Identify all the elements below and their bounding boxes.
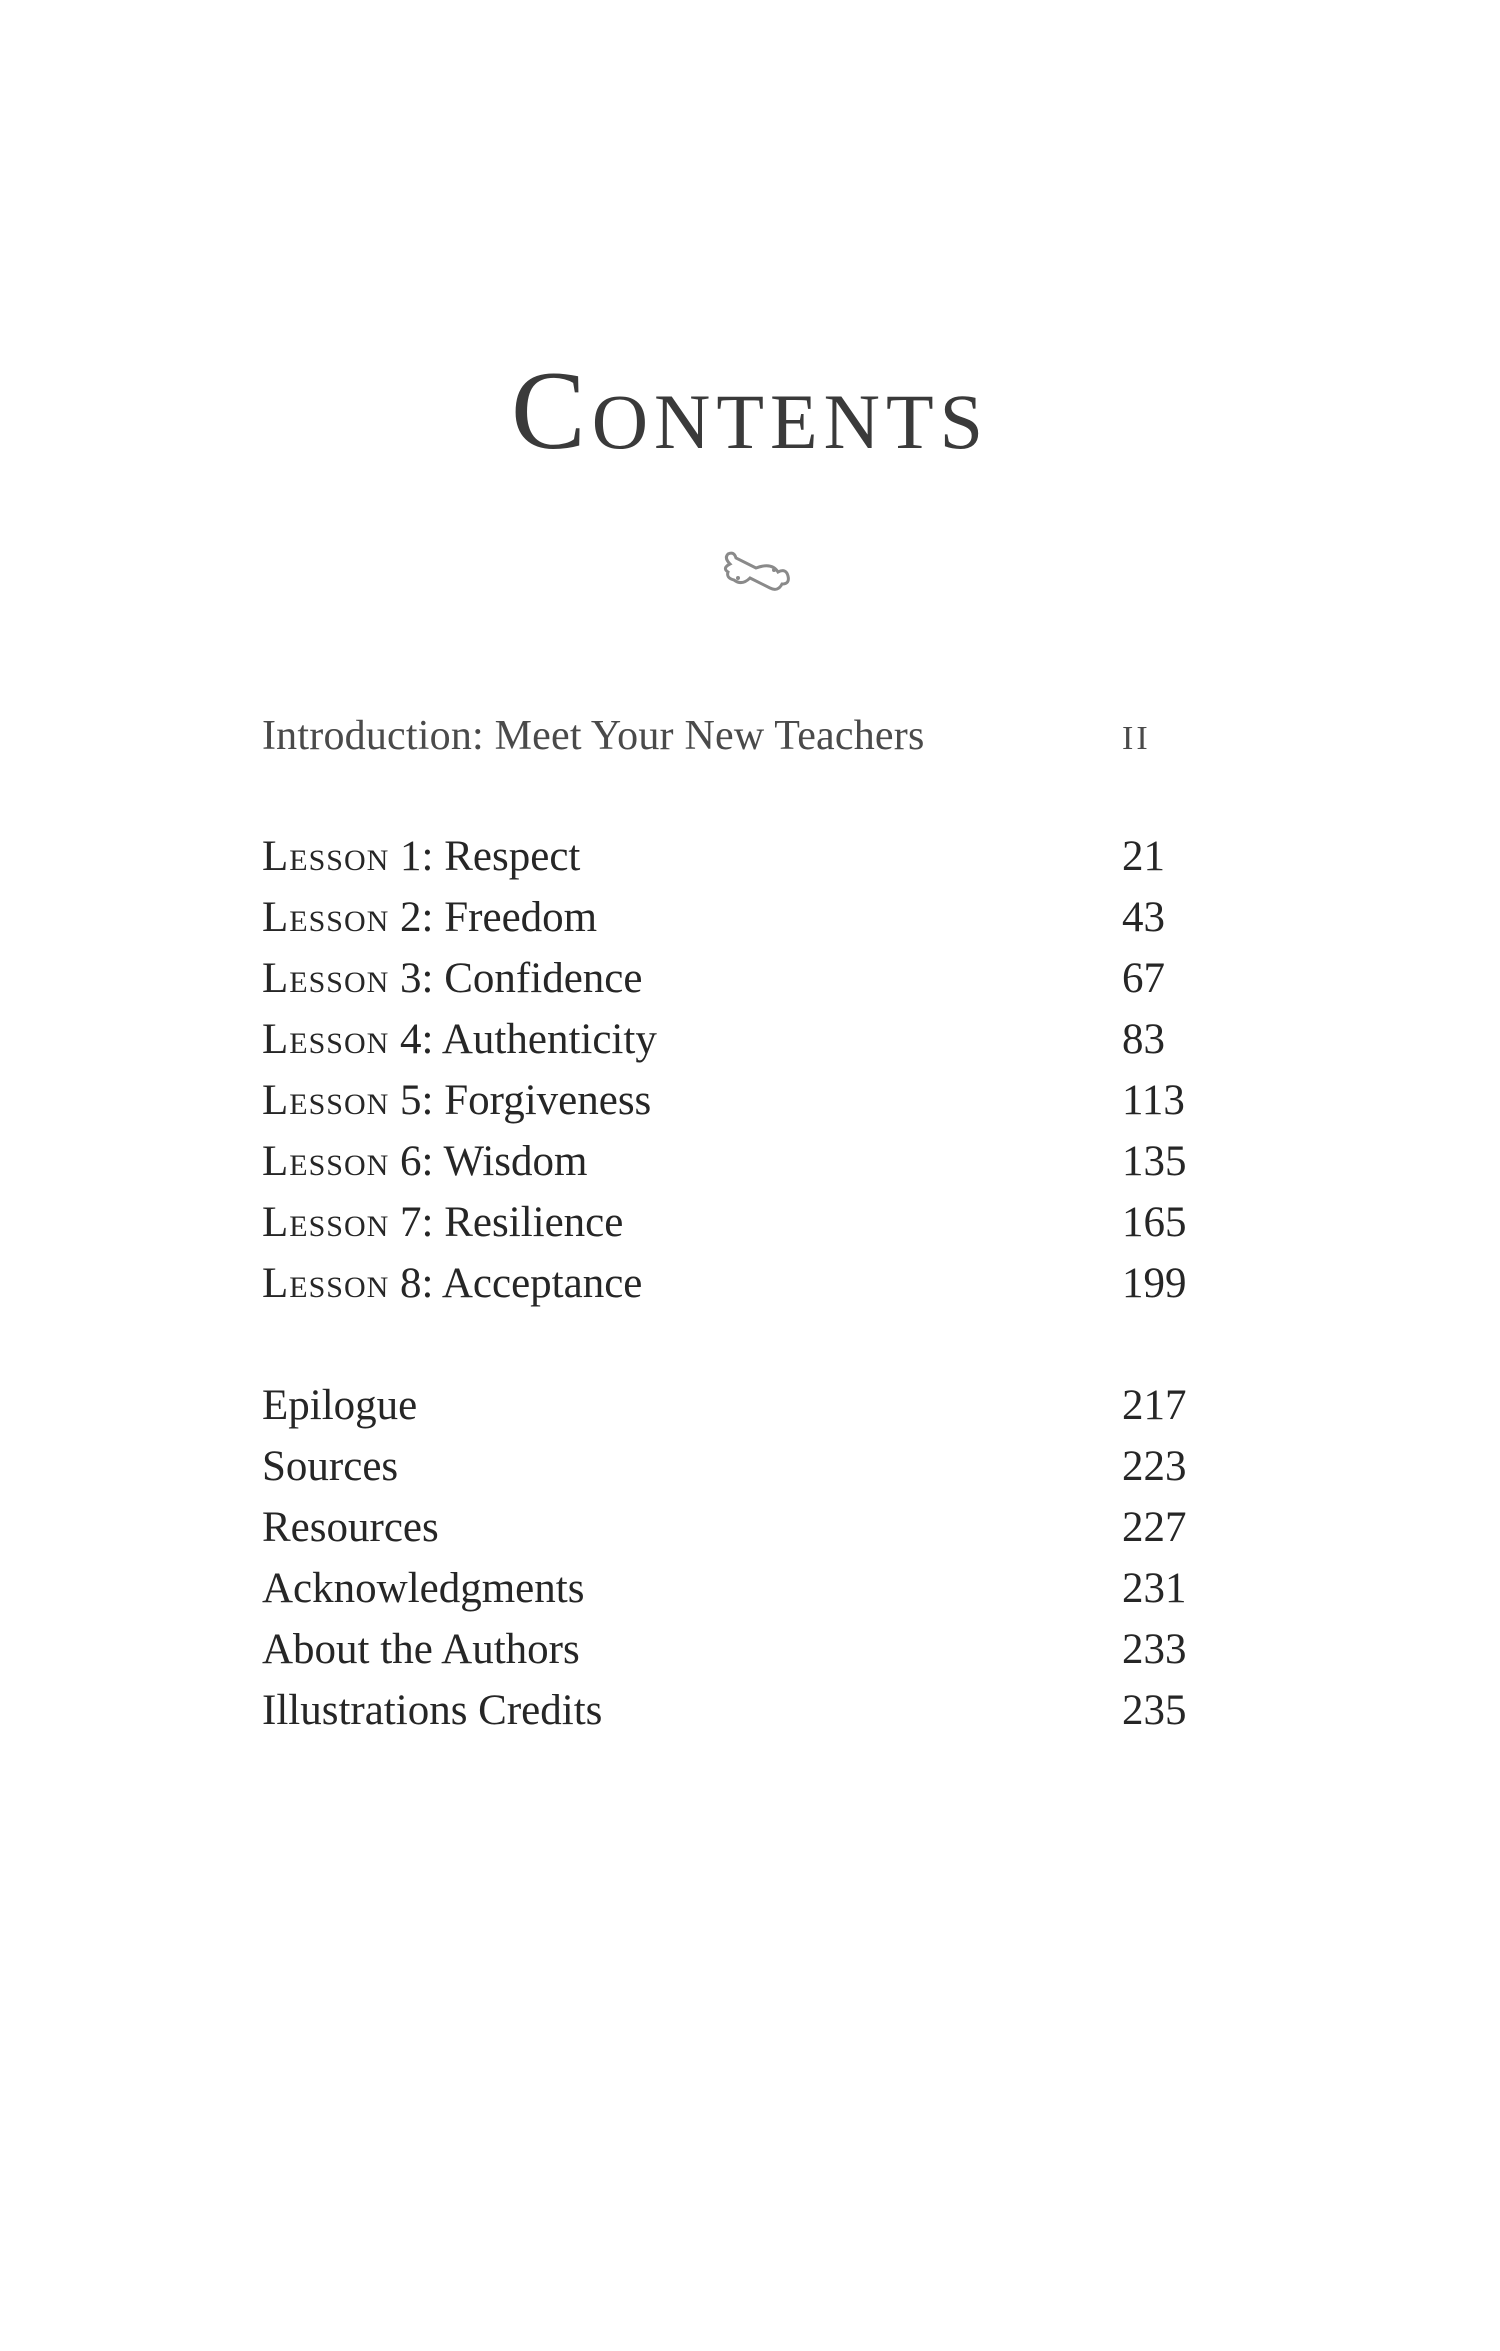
lesson-prefix: Lesson	[262, 894, 390, 941]
toc-page-number: 233	[1122, 1626, 1187, 1673]
toc-page-number: II	[1122, 720, 1151, 757]
lesson-title: 2: Freedom	[389, 894, 598, 941]
lesson-prefix: Lesson	[262, 1199, 390, 1246]
toc-page-number: 83	[1122, 1016, 1165, 1063]
toc-entry-label: Introduction: Meet Your New Teachers	[262, 713, 925, 759]
toc-page-number: 165	[1122, 1199, 1187, 1246]
toc-entry-label: Sources	[262, 1443, 399, 1490]
toc-entry-introduction[interactable]	[262, 712, 1212, 772]
lesson-title: 5: Forgiveness	[389, 1077, 652, 1124]
toc-entry-about-the-authors[interactable]	[262, 1625, 1212, 1685]
lesson-prefix: Lesson	[262, 1077, 390, 1124]
toc-entry-resources[interactable]	[262, 1503, 1212, 1563]
lesson-prefix: Lesson	[262, 833, 390, 880]
toc-entry-lesson-1[interactable]	[262, 832, 1212, 892]
toc-page-number: 43	[1122, 894, 1165, 941]
toc-entry-label: Epilogue	[262, 1382, 418, 1429]
toc-entry-label: Illustrations Credits	[262, 1687, 603, 1734]
toc-entry-label: About the Authors	[262, 1626, 580, 1673]
toc-entry-lesson-2[interactable]	[262, 893, 1212, 953]
toc-entry-lesson-8[interactable]	[262, 1259, 1212, 1319]
lesson-prefix: Lesson	[262, 1016, 390, 1063]
lesson-title: 4: Authenticity	[389, 1016, 657, 1063]
toc-entry-lesson-3[interactable]	[262, 954, 1212, 1014]
toc-entry-label: Acknowledgments	[262, 1565, 585, 1612]
toc-entry-lesson-5[interactable]	[262, 1076, 1212, 1136]
toc-entry-acknowledgments[interactable]	[262, 1564, 1212, 1624]
toc-entry-lesson-7[interactable]	[262, 1198, 1212, 1258]
toc-entry-illustrations-credits[interactable]	[262, 1686, 1212, 1746]
page-title: Contents	[510, 349, 989, 473]
toc-page-number: 235	[1122, 1687, 1187, 1734]
lesson-title: 1: Respect	[389, 833, 581, 880]
toc-entry-lesson-6[interactable]	[262, 1137, 1212, 1197]
lesson-title: 7: Resilience	[389, 1199, 624, 1246]
lesson-title: 3: Confidence	[389, 955, 643, 1002]
lesson-prefix: Lesson	[262, 1260, 390, 1307]
toc-page-number: 231	[1122, 1565, 1187, 1612]
toc-entry-label: Resources	[262, 1504, 439, 1551]
toc-page-number: 21	[1122, 833, 1165, 880]
lesson-title: 6: Wisdom	[389, 1138, 588, 1185]
lesson-prefix: Lesson	[262, 1138, 390, 1185]
toc-page-number: 135	[1122, 1138, 1187, 1185]
toc-page-number: 67	[1122, 955, 1165, 1002]
toc-entry-epilogue[interactable]	[262, 1381, 1212, 1441]
bone-ornament-icon	[716, 548, 796, 598]
toc-entry-lesson-4[interactable]	[262, 1015, 1212, 1075]
toc-page-number: 199	[1122, 1260, 1187, 1307]
toc-page-number: 217	[1122, 1382, 1187, 1429]
toc-entry-sources[interactable]	[262, 1442, 1212, 1502]
lesson-prefix: Lesson	[262, 955, 390, 1002]
lesson-title: 8: Acceptance	[389, 1260, 643, 1307]
toc-page-number: 113	[1122, 1077, 1185, 1124]
toc-page-number: 227	[1122, 1504, 1187, 1551]
toc-page-number: 223	[1122, 1443, 1187, 1490]
